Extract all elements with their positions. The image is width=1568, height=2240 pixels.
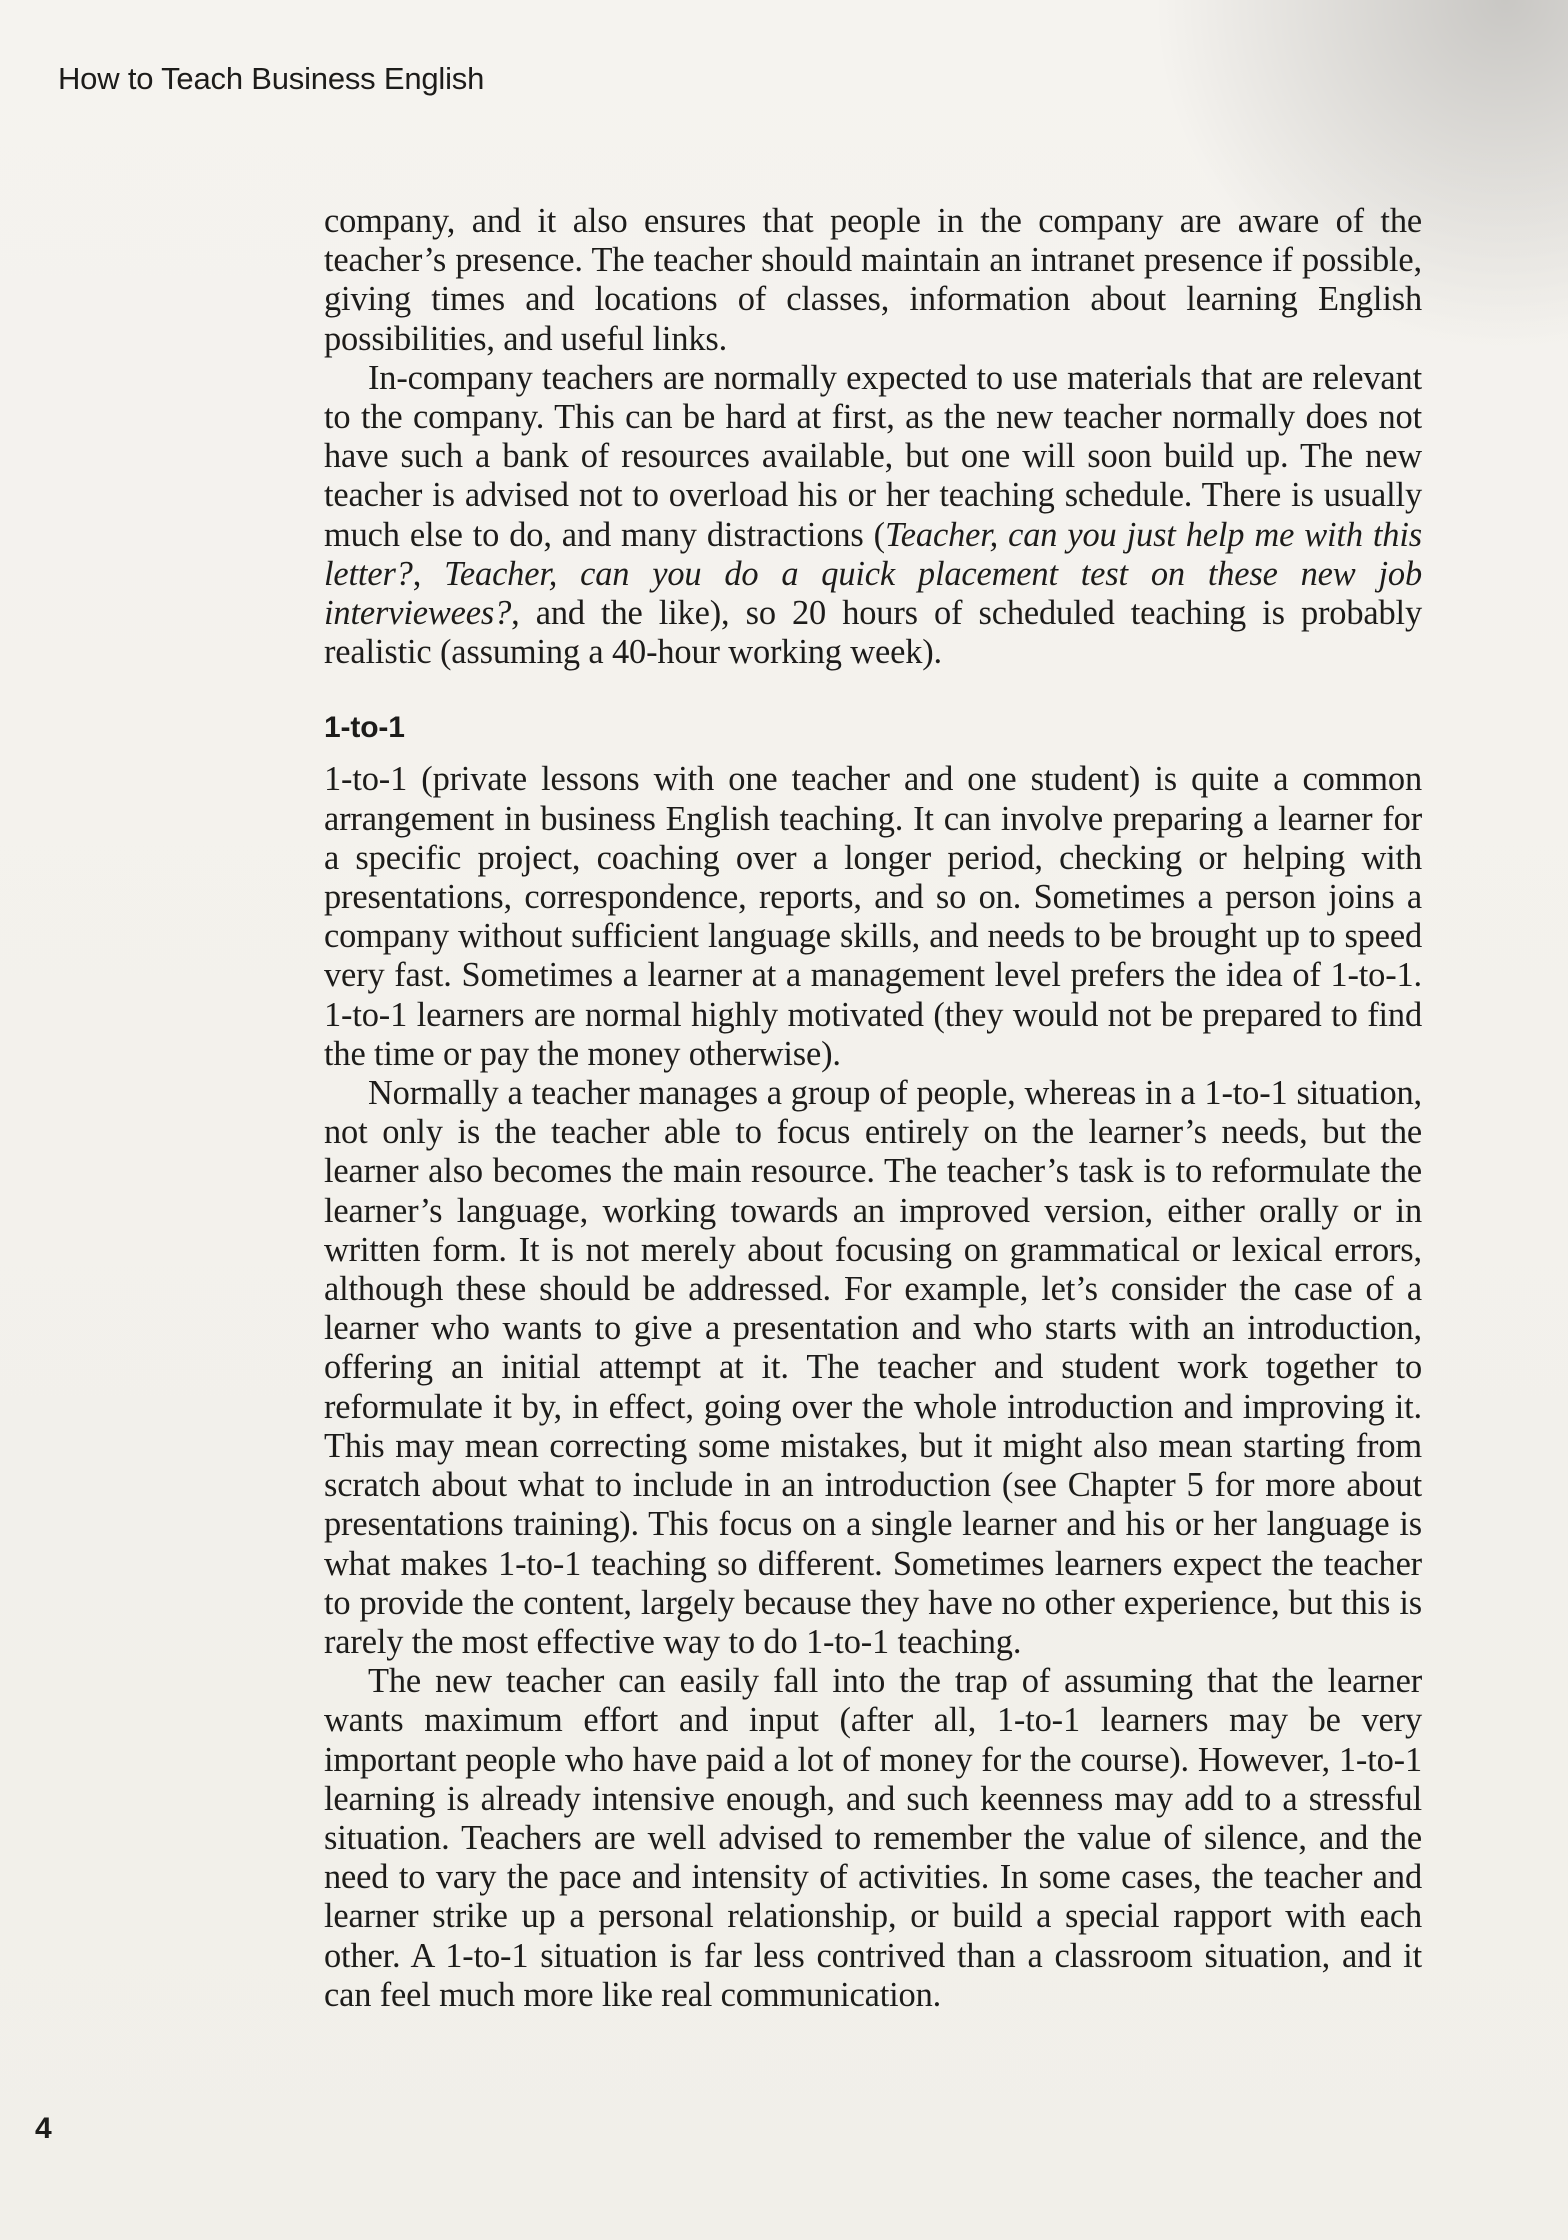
paragraph-materials-italic-1: Teacher, can you just help me with this letter? — [324, 515, 1422, 593]
running-head: How to Teach Business English — [58, 61, 485, 96]
paragraph-reformulation: Normally a teacher manages a group of people, whereas in a 1-to-1 situation, not only is the teacher able to focus entirely on the learner’s needs, but the learner also becomes the main resource. The teacher’s task is to reformulate the learner’s language, working towards an improved version, either orally or in written form. It is not merely about focusing on grammatical or lexical errors, although these should be addressed. For example, let’s consider the case of a learner who wants to give a presentation and who starts with an introduction, offering an initial attempt at it. The teacher and student work together to reformulate it by, in effect, going over the whole introduction and improving it. This may mean correcting some mistakes, but it might also mean starting from scratch about what to include in an introduction (see Chapter 5 for more about presentations training). This focus on a single learner and his or her language is what makes 1-to-1 teaching so different. Sometimes learners expect the teacher to provide the content, largely because they have no other experience, but this is rarely the most effective way to do 1-to-1 teaching. — [324, 1074, 1422, 1661]
paragraph-learner-effort: The new teacher can easily fall into the trap of assuming that the learner wants maximum effort and input (after all, 1-to-1 learners may be very important people who have paid a lot of money for the course). However, 1-to-1 learning is already intensive enough, and such keenness may add to a stressful situation. Teachers are well advised to remember the value of silence, and the need to vary the pace and intensity of activities. In some cases, the teacher and learner strike up a personal relationship, or build a special rapport with each other. A 1-to-1 situation is far less contrived than a classroom situation, and it can feel much more like real communication. — [324, 1662, 1422, 2014]
paragraph-materials-text-3: , and the like), so 20 hours of scheduled teaching is probably realistic (assuming a 40-hour working week). — [324, 594, 1422, 672]
paragraph-materials-text-2: , — [412, 554, 445, 593]
section-heading: 1-to-1 — [324, 711, 405, 745]
page-body — [324, 202, 1422, 2015]
paragraph-materials-italic-2: Teacher, can you do a quick placement test on these new job interviewees? — [324, 554, 1422, 633]
paragraph-materials — [324, 359, 1422, 673]
paragraph-intranet: company, and it also ensures that people in the company are aware of the teacher’s presence. The teacher should maintain an intranet presence if possible, giving times and locations of classes, information about learning English possibilities, and useful links. — [324, 202, 1422, 358]
paragraph-one-to-one-intro: 1-to-1 (private lessons with one teacher and one student) is quite a common arrangement in business English teaching. It can involve preparing a learner for a specific project, coaching over a longer period, checking or helping with presentations, correspondence, reports, and so on. Sometimes a person joins a company without sufficient language skills, and needs to be brought up to speed very fast. Sometimes a learner at a management level prefers the idea of 1-to-1. 1-to-1 learners are normal highly motivated (they would not be prepared to find the time or pay the money otherwise). — [324, 760, 1422, 1073]
paragraph-materials-text-1: In-company teachers are normally expected to use materials that are relevant to the company. This can be hard at first, as the new teacher normally does not have such a bank of resources available, but one will soon build up. The new teacher is advised not to overload his or her teaching schedule. There is usually much else to do, and many distractions ( — [324, 358, 1422, 554]
page-number: 4 — [35, 2112, 52, 2145]
